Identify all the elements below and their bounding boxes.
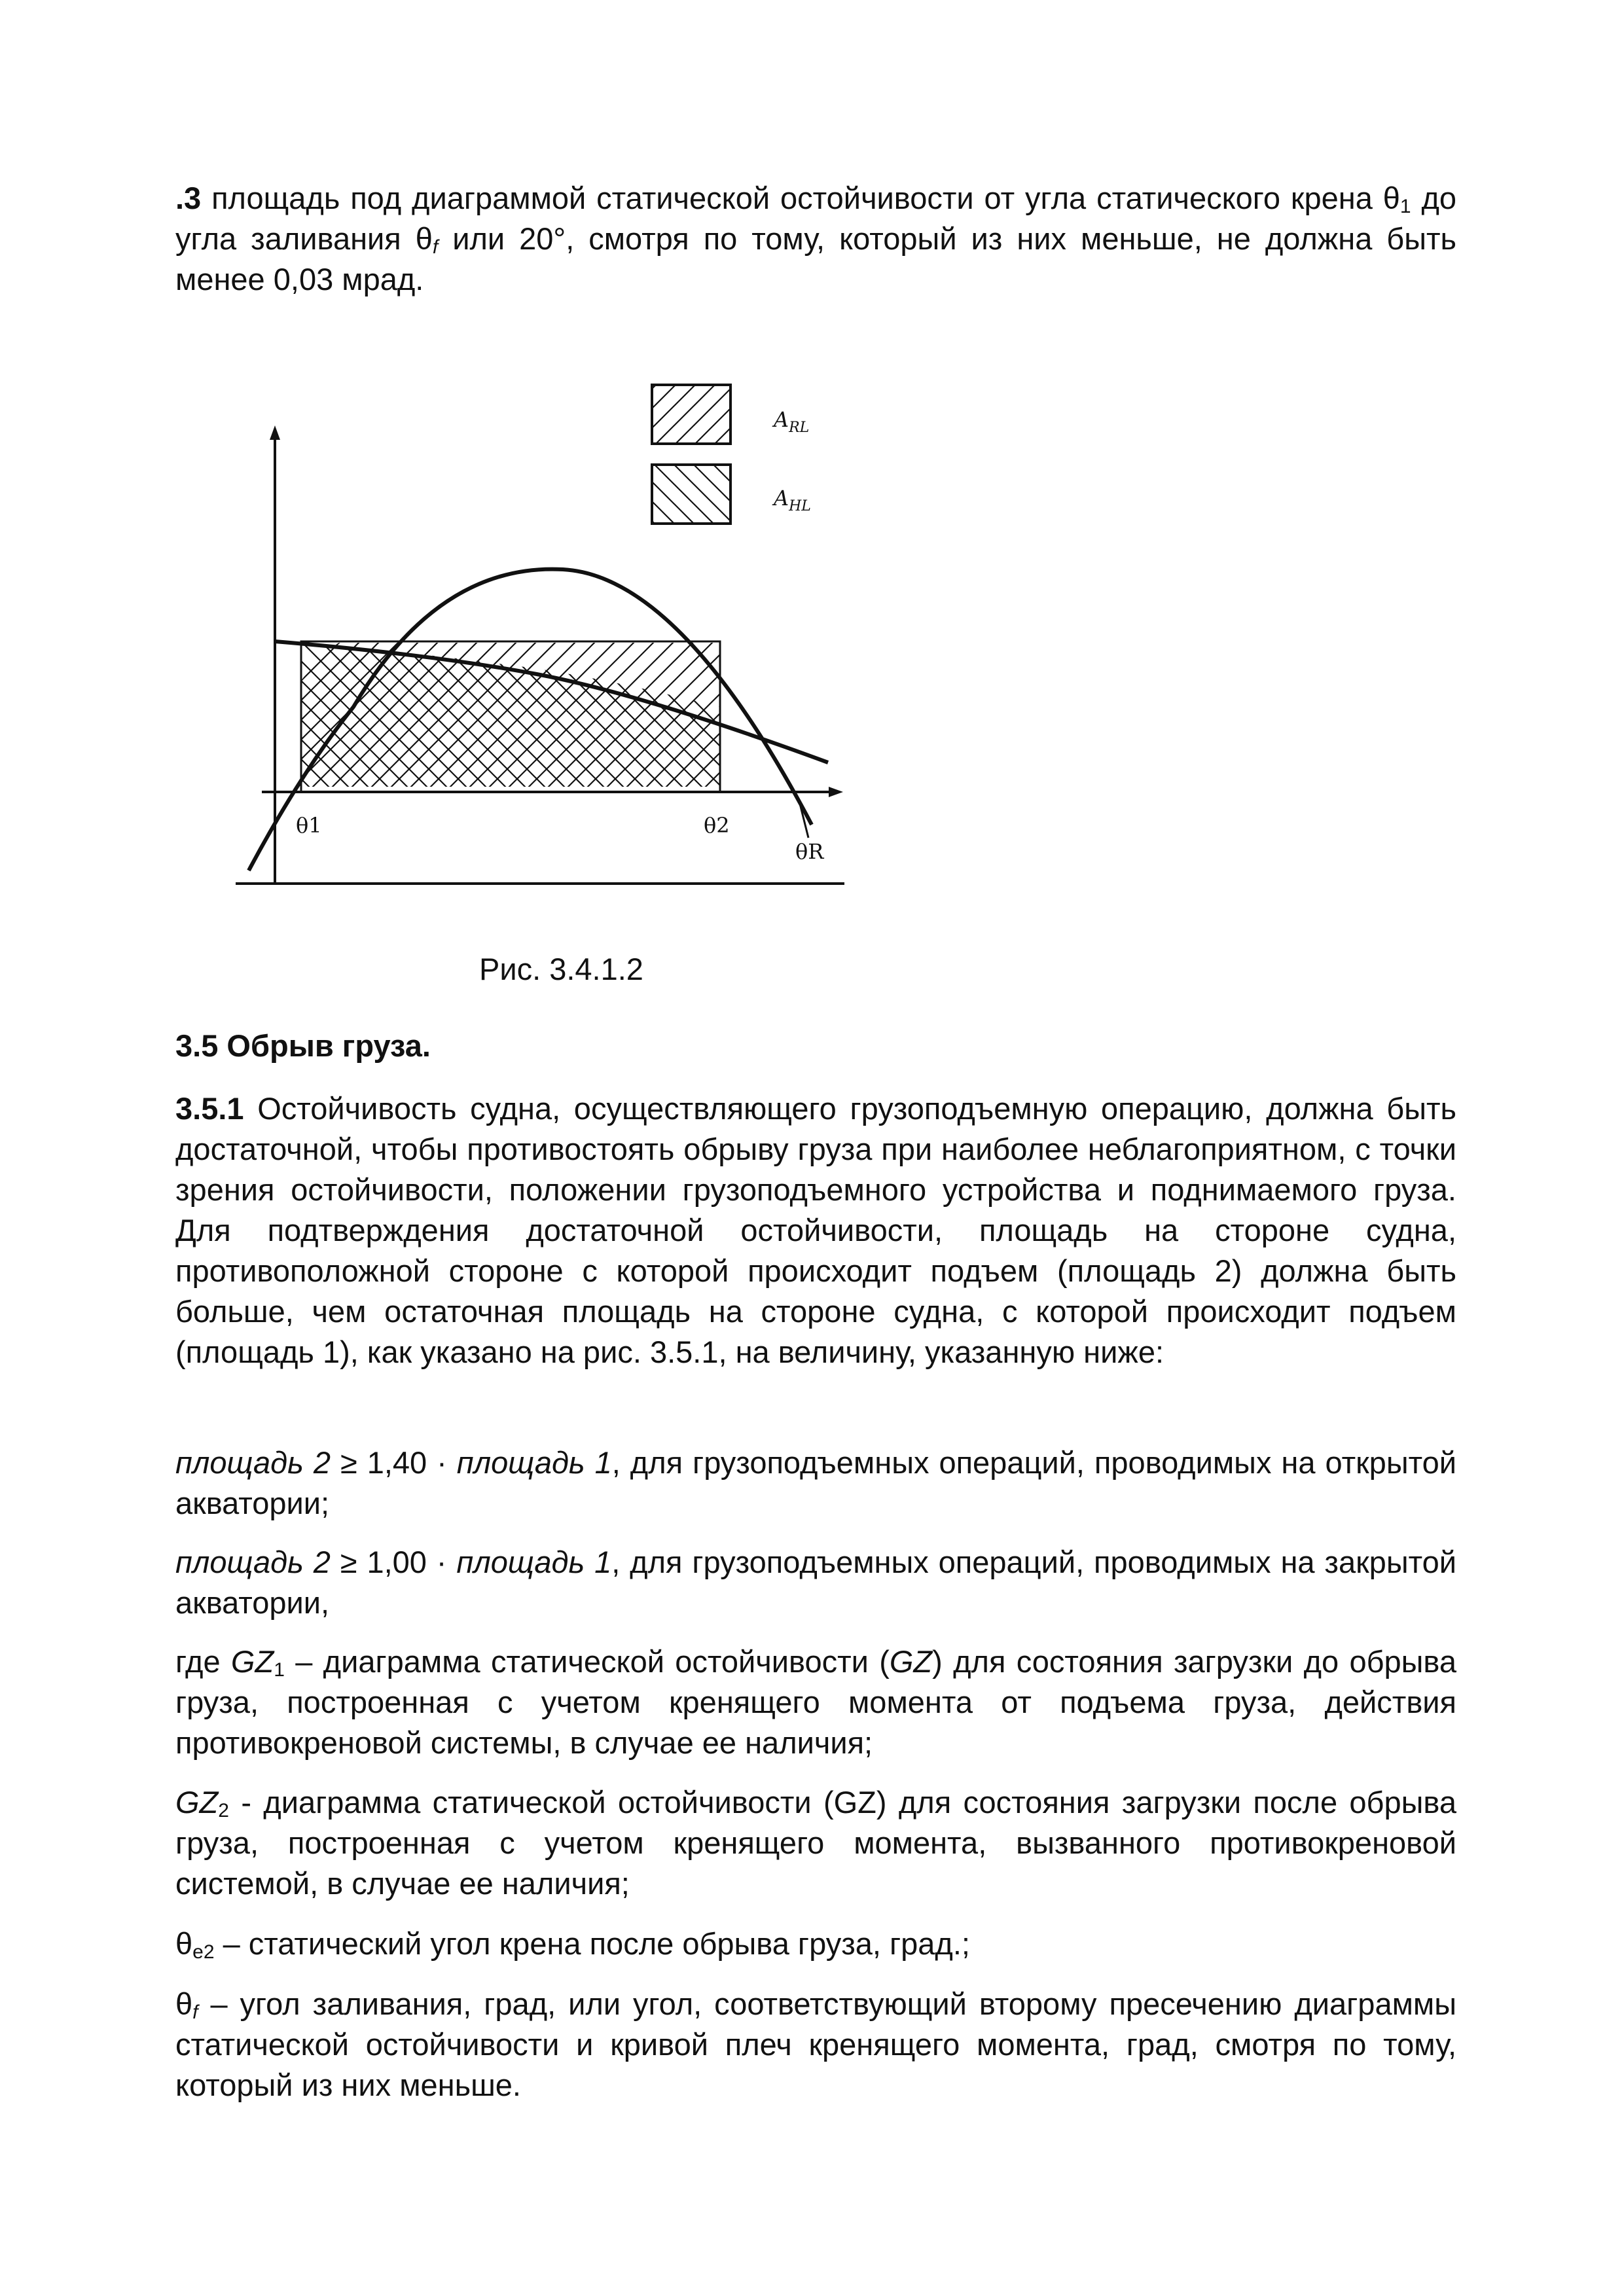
area-2-term: площадь 2 — [175, 1445, 331, 1480]
definition-gz1 — [175, 1641, 1456, 1763]
definition-lead: где — [175, 1644, 221, 1679]
x-axis-arrow — [829, 787, 843, 797]
definition-text: – диаграмма статической остойчивости ( — [295, 1644, 890, 1679]
gz-index: 2 — [218, 1800, 229, 1821]
relation: ≥ 1,40 · — [340, 1445, 447, 1480]
gz-index: 1 — [274, 1659, 285, 1681]
definition-text: - диаграмма статической остойчивости (GZ) для состояния загрузки после обрыва груза, построенная с учетом кренящего момента, вызванного противокреновой системой, в случае ее наличия; — [175, 1785, 1456, 1901]
area-2-term: площадь 2 — [175, 1545, 331, 1579]
label-theta-1: θ1 — [296, 813, 322, 838]
relation: ≥ 1,00 · — [340, 1545, 447, 1579]
theta-index: f — [192, 2001, 198, 2023]
area-rl — [301, 563, 720, 792]
definition-text: ) для состояния загрузки до обрыва груза, построенная с учетом кренящего момента от подъема груза, действия противокреновой системы, в случае ее наличия; — [175, 1644, 1457, 1760]
legend-swatch-rl — [652, 385, 731, 444]
theta-index: 1 — [1399, 196, 1411, 217]
theta-symbol: θ — [1382, 181, 1400, 215]
formula-text: , для грузоподъемных операций, проводимых на открытой акватории; — [175, 1445, 1456, 1520]
paragraph-text: площадь под диаграммой статической остойчивости от угла статического крена — [211, 181, 1373, 215]
area-1-term: площадь 1 — [456, 1445, 612, 1480]
formula-text: , для грузоподъемных операций, проводимых на закрытой акватории, — [175, 1545, 1456, 1620]
theta-symbol: θ — [175, 1986, 193, 2021]
theta-symbol: θ — [175, 1926, 193, 1961]
definition-text: – статический угол крена после обрыва груза, град.; — [223, 1926, 970, 1961]
legend-label-hl: $A_{HL}$ — [774, 486, 811, 514]
theta-index: e2 — [192, 1941, 215, 1963]
paragraph-text: или 20°, смотря по тому, который из них меньше, не должна быть менее 0,03 мрад. — [175, 221, 1457, 296]
gz-symbol: GZ — [889, 1644, 933, 1679]
legend-swatch-hl — [652, 465, 731, 524]
item-number: 3.5.1 — [175, 1091, 244, 1126]
legend-label-rl: $A_{RL}$ — [774, 407, 810, 436]
gz-symbol: GZ — [175, 1785, 219, 1820]
paragraph-3-5-1 — [175, 1088, 1456, 1372]
item-number: .3 — [175, 181, 202, 215]
paragraph-text: до угла заливания — [175, 181, 1457, 256]
stability-diagram-figure — [223, 367, 877, 916]
definition-gz2 — [175, 1782, 1456, 1904]
label-theta-r: θR — [795, 839, 824, 864]
formula-open-water — [175, 1443, 1456, 1524]
theta-symbol: θ — [415, 221, 433, 256]
definition-theta-e2 — [175, 1924, 1456, 1964]
gz-symbol: GZ — [230, 1644, 274, 1679]
label-theta-2: θ2 — [704, 813, 730, 838]
section-heading-3-5: 3.5 Обрыв груза. — [175, 1028, 431, 1063]
paragraph-3-4-1-3 — [175, 178, 1456, 300]
figure-caption: Рис. 3.4.1.2 — [479, 952, 643, 986]
formula-closed-water — [175, 1542, 1456, 1623]
y-axis-arrow — [270, 425, 280, 440]
theta-index: f — [432, 236, 439, 258]
definition-text: – угол заливания, град, или угол, соответствующий второму пресечению диаграммы статической остойчивости и кривой плеч кренящего момента, град, смотря по тому, который из них меньше. — [175, 1986, 1456, 2102]
paragraph-text: Остойчивость судна, осуществляющего грузоподъемную операцию, должна быть достаточной, чтобы противостоять обрыву груза при наиболее неблагоприятном, с точки зрения остойчивости, положении грузоподъемного устройства и поднимаемого груза. Для подтверждения достаточной остойчивости, площадь на стороне судна, противоположной стороне с которой происходит подъем (площадь 2) должна быть больше, чем остаточная площадь на стороне судна, с которой происходит подъем (площадь 1), как указано на рис. 3.5.1, на величину, указанную ниже: — [175, 1091, 1456, 1369]
area-1-term: площадь 1 — [456, 1545, 612, 1579]
definition-theta-f — [175, 1984, 1456, 2106]
